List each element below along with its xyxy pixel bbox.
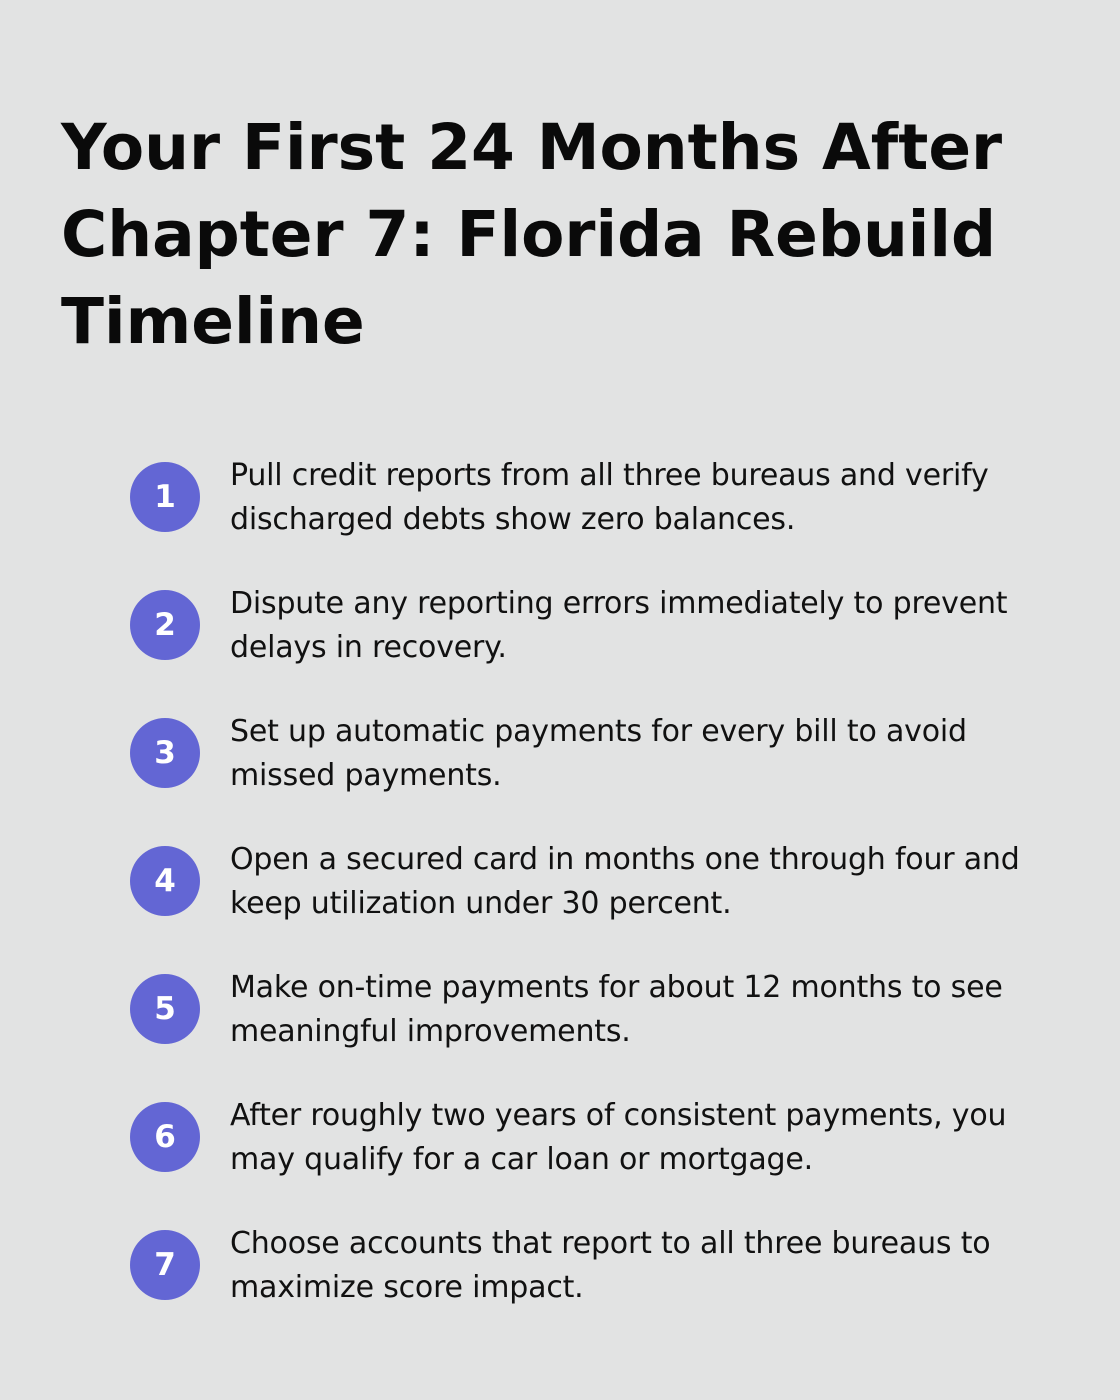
timeline-step-2 <box>130 582 1060 682</box>
step-number-badge: 6 <box>130 1102 200 1172</box>
step-description: Make on-time payments for about 12 months to see meaningful improvements. <box>230 970 1003 1049</box>
timeline-step-5 <box>130 966 1060 1066</box>
step-number-badge: 4 <box>130 846 200 916</box>
step-number-badge: 7 <box>130 1230 200 1300</box>
step-number-badge: 1 <box>130 462 200 532</box>
timeline-step-3 <box>130 710 1060 810</box>
page-title: Your First 24 Months After Chapter 7: Florida Rebuild Timeline <box>61 111 1003 358</box>
timeline-step-7 <box>130 1222 1060 1322</box>
step-number-badge: 2 <box>130 590 200 660</box>
timeline-step-4 <box>130 838 1060 938</box>
step-number-badge: 3 <box>130 718 200 788</box>
step-description: Dispute any reporting errors immediately to prevent delays in recovery. <box>230 586 1008 665</box>
step-description: Choose accounts that report to all three bureaus to maximize score impact. <box>230 1226 991 1305</box>
step-description: Open a secured card in months one through four and keep utilization under 30 percent. <box>230 842 1020 921</box>
step-description: After roughly two years of consistent payments, you may qualify for a car loan or mortgage. <box>230 1098 1007 1177</box>
timeline-step-1 <box>130 454 1060 554</box>
step-description: Pull credit reports from all three bureaus and verify discharged debts show zero balances. <box>230 458 989 537</box>
timeline-step-6 <box>130 1094 1060 1194</box>
step-number-badge: 5 <box>130 974 200 1044</box>
step-description: Set up automatic payments for every bill to avoid missed payments. <box>230 714 967 793</box>
